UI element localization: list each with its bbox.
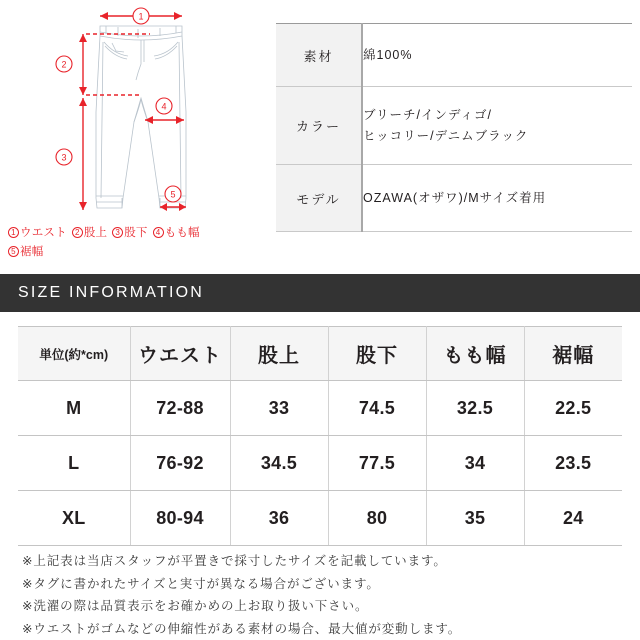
- spec-value-color-line-1: ブリーチ/インディゴ/: [363, 107, 492, 122]
- size-table-header-row: [18, 327, 622, 381]
- legend-label-5: 裾幅: [20, 246, 44, 258]
- spec-label-color: カラー: [276, 87, 362, 165]
- product-spec-table: [276, 23, 632, 232]
- size-cell-size-m: M: [18, 381, 130, 436]
- size-table-col-thigh: もも幅: [426, 327, 524, 381]
- size-cell-m-hem: 22.5: [524, 381, 622, 436]
- size-cell-m-thigh: 32.5: [426, 381, 524, 436]
- legend-item-4: [153, 224, 200, 243]
- size-note-4: ※ウエストがゴムなどの伸縮性がある素材の場合、最大値が変動します。: [22, 621, 462, 636]
- size-table-col-unit: 単位(約*cm): [18, 327, 130, 381]
- jeans-diagram-icon: [0, 2, 268, 224]
- size-note-1: ※上記表は当店スタッフが平置きで採寸したサイズを記載しています。: [22, 554, 447, 568]
- spec-value-model: [362, 165, 632, 232]
- legend-item-5: [8, 243, 43, 262]
- size-cell-l-waist: 76-92: [130, 436, 230, 491]
- size-cell-xl-waist: 80-94: [130, 491, 230, 546]
- spec-value-material-line-1: 綿100%: [363, 47, 413, 62]
- legend-item-2: [72, 224, 107, 243]
- size-cell-l-rise: 34.5: [230, 436, 328, 491]
- size-table-col-inseam: 股下: [328, 327, 426, 381]
- diagram-legend: [8, 224, 266, 262]
- size-cell-m-waist: 72-88: [130, 381, 230, 436]
- size-cell-size-l: L: [18, 436, 130, 491]
- svg-text:4: 4: [161, 101, 167, 112]
- legend-label-1: ウエスト: [20, 227, 67, 239]
- spec-value-material: [362, 24, 632, 87]
- table-row: [18, 491, 622, 546]
- size-cell-xl-rise: 36: [230, 491, 328, 546]
- size-cell-m-rise: 33: [230, 381, 328, 436]
- size-information-banner: [0, 274, 640, 312]
- svg-text:1: 1: [138, 11, 144, 22]
- legend-item-1: [8, 224, 67, 243]
- measurement-diagram-block: [0, 0, 268, 272]
- size-cell-xl-thigh: 35: [426, 491, 524, 546]
- spec-value-model-line-1: OZAWA(オザワ)/Mサイズ着用: [363, 190, 547, 205]
- size-cell-l-thigh: 34: [426, 436, 524, 491]
- size-table-col-hem: 裾幅: [524, 327, 622, 381]
- size-notes: [22, 550, 632, 640]
- legend-label-3: 股下: [124, 227, 148, 239]
- legend-number-2: 2: [72, 227, 83, 238]
- size-cell-l-hem: 23.5: [524, 436, 622, 491]
- table-row: [18, 381, 622, 436]
- spec-row-model: [276, 165, 632, 232]
- size-cell-m-inseam: 74.5: [328, 381, 426, 436]
- svg-text:3: 3: [61, 152, 67, 163]
- svg-text:5: 5: [170, 189, 176, 200]
- spec-row-material: [276, 24, 632, 87]
- legend-number-4: 4: [153, 227, 164, 238]
- svg-text:2: 2: [61, 59, 67, 70]
- legend-number-3: 3: [112, 227, 123, 238]
- size-table-col-rise: 股上: [230, 327, 328, 381]
- size-information-title: SIZE INFORMATION: [18, 284, 205, 301]
- size-cell-xl-inseam: 80: [328, 491, 426, 546]
- spec-value-color-line-2: ヒッコリー/デニムブラック: [363, 128, 529, 143]
- size-information-table: [18, 326, 622, 546]
- size-table-col-waist: ウエスト: [130, 327, 230, 381]
- size-cell-size-xl: XL: [18, 491, 130, 546]
- table-row: [18, 436, 622, 491]
- legend-label-4: もも幅: [164, 227, 200, 239]
- legend-label-2: 股上: [83, 227, 108, 239]
- size-cell-l-inseam: 77.5: [328, 436, 426, 491]
- legend-item-3: [112, 224, 147, 243]
- legend-number-5: 5: [8, 246, 19, 257]
- spec-value-color: [362, 87, 632, 165]
- legend-number-1: 1: [8, 227, 19, 238]
- size-cell-xl-hem: 24: [524, 491, 622, 546]
- spec-label-material: 素材: [276, 24, 362, 87]
- spec-label-model: モデル: [276, 165, 362, 232]
- top-section: [0, 0, 640, 272]
- size-note-3: ※洗濯の際は品質表示をお確かめの上お取り扱い下さい。: [22, 599, 369, 613]
- spec-row-color: [276, 87, 632, 165]
- size-note-2: ※タグに書かれたサイズと実寸が異なる場合がございます。: [22, 576, 380, 591]
